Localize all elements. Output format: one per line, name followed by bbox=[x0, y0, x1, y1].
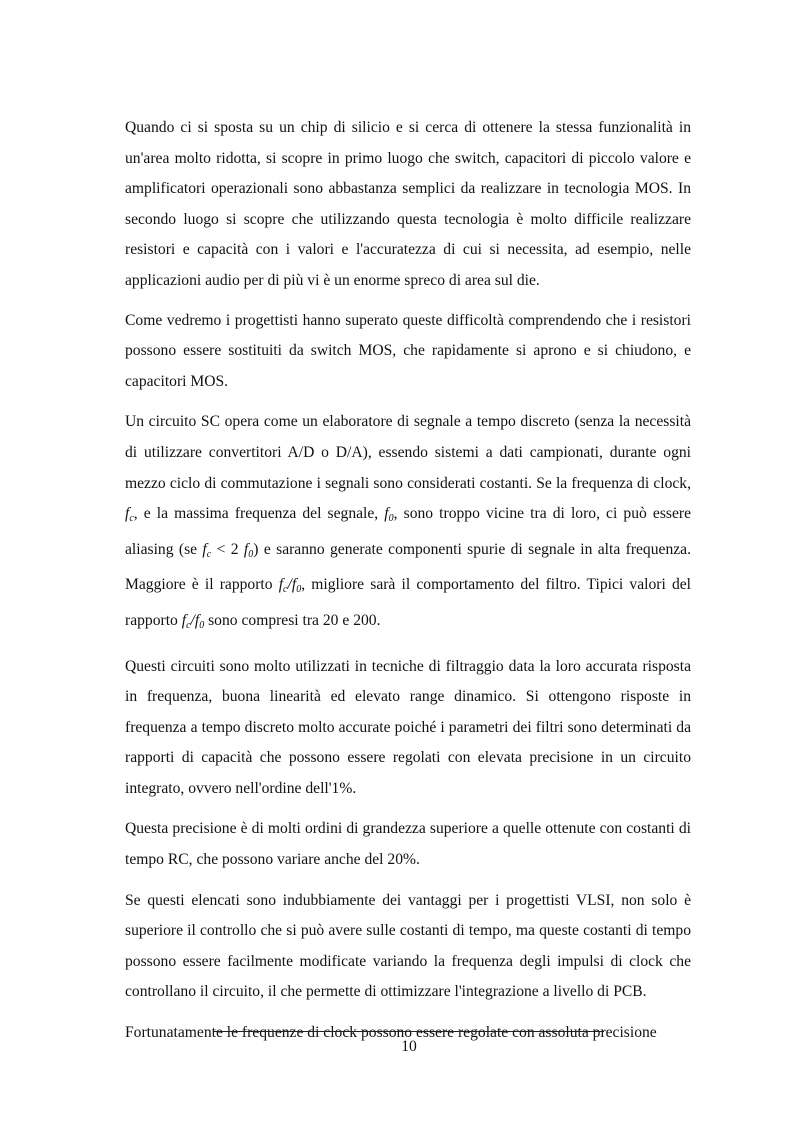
body-text bbox=[125, 113, 691, 1049]
paragraph-3-text-d: e saranno generate componenti spurie di segnale in alta frequenza. Maggiore è il rapporto bbox=[125, 540, 691, 594]
close-paren: ) bbox=[253, 540, 259, 558]
paragraph-2: Come vedremo i progettisti hanno superato queste difficoltà comprendendo che i resistori possono essere sostituiti da switch MOS, che rapidamente si aprono e si chiudono, e capacitori MOS. bbox=[125, 311, 691, 390]
less-than-two: < 2 bbox=[211, 540, 244, 558]
symbol-f0: $f_0$ bbox=[384, 505, 394, 525]
symbol-f0: $f_0$ bbox=[243, 540, 254, 560]
symbol-fc: $f_c$ bbox=[125, 505, 134, 525]
paragraph-3-text-e: , migliore sarà il comportamento del filtro. Tipici valori del rapporto bbox=[125, 576, 691, 629]
paragraph-1: Quando ci si sposta su un chip di silicio e si cerca di ottenere la stessa funzionalità in un'area molto ridotta, si scopre in primo luogo che switch, capacitori di piccolo valore e amplificatori operazionali sono abbastanza semplici da realizzare in tecnologia MOS. In secondo luogo si scopre che utilizzando questa tecnologia è molto difficile realizzare resistori e capacità con i valori e l'accuratezza di cui si necessita, ad esempio, nelle applicazioni audio per di più vi è un enorme spreco di area sul die. bbox=[125, 119, 691, 289]
paragraph-5: Questa precisione è di molti ordini di grandezza superiore a quelle ottenute con costanti di tempo RC, che possono variare anche del 20%. bbox=[125, 820, 691, 869]
paragraph-3-text-f: sono compresi tra 20 e 200. bbox=[204, 611, 381, 629]
page-number: 10 bbox=[401, 1038, 417, 1055]
paragraph-3-text-a: Un circuito SC opera come un elaboratore di segnale a tempo discreto (senza la necessità di utilizzare convertitori A/D o D/A), essendo sistemi a dati campionati, durante ogni mezzo ciclo di commutazione i segnali sono considerati costanti. Se la frequenza di clock, bbox=[125, 413, 691, 492]
paragraph-3-text-c: , sono troppo vicine tra di loro, ci può essere aliasing (se bbox=[125, 505, 691, 558]
ratio-fc-f0: $f_c/f_0$ bbox=[181, 611, 205, 631]
footer-divider bbox=[214, 1031, 604, 1032]
paragraph-3 bbox=[125, 407, 691, 641]
paragraph-4: Questi circuiti sono molto utilizzati in tecniche di filtraggio data la loro accurata risposta in frequenza, buona linearità ed elevato range dinamico. Si ottengono risposte in frequenza a tempo discreto molto accurate poiché i parametri dei filtri sono determinati da rapporti di capacità che possono essere regolati con elevata precisione in un circuito integrato, ovvero nell'ordine dell'1%. bbox=[125, 657, 691, 797]
paragraph-7: Fortunatamente le frequenze di clock possono essere regolate con assoluta precisione bbox=[125, 1024, 657, 1042]
symbol-fc: $f_c$ bbox=[202, 540, 212, 560]
paragraph-3-text-b: , e la massima frequenza del segnale, bbox=[133, 505, 385, 523]
ratio-fc-f0: $f_c/f_0$ bbox=[278, 576, 302, 596]
paragraph-6: Se questi elencati sono indubbiamente dei vantaggi per i progettisti VLSI, non solo è superiore il controllo che si può avere sulle costanti di tempo, ma queste costanti di tempo possono essere facilmente modificate variando la frequenza degli impulsi di clock che controllano il circuito, il che permette di ottimizzare l'integrazione a livello di PCB. bbox=[125, 891, 691, 1001]
